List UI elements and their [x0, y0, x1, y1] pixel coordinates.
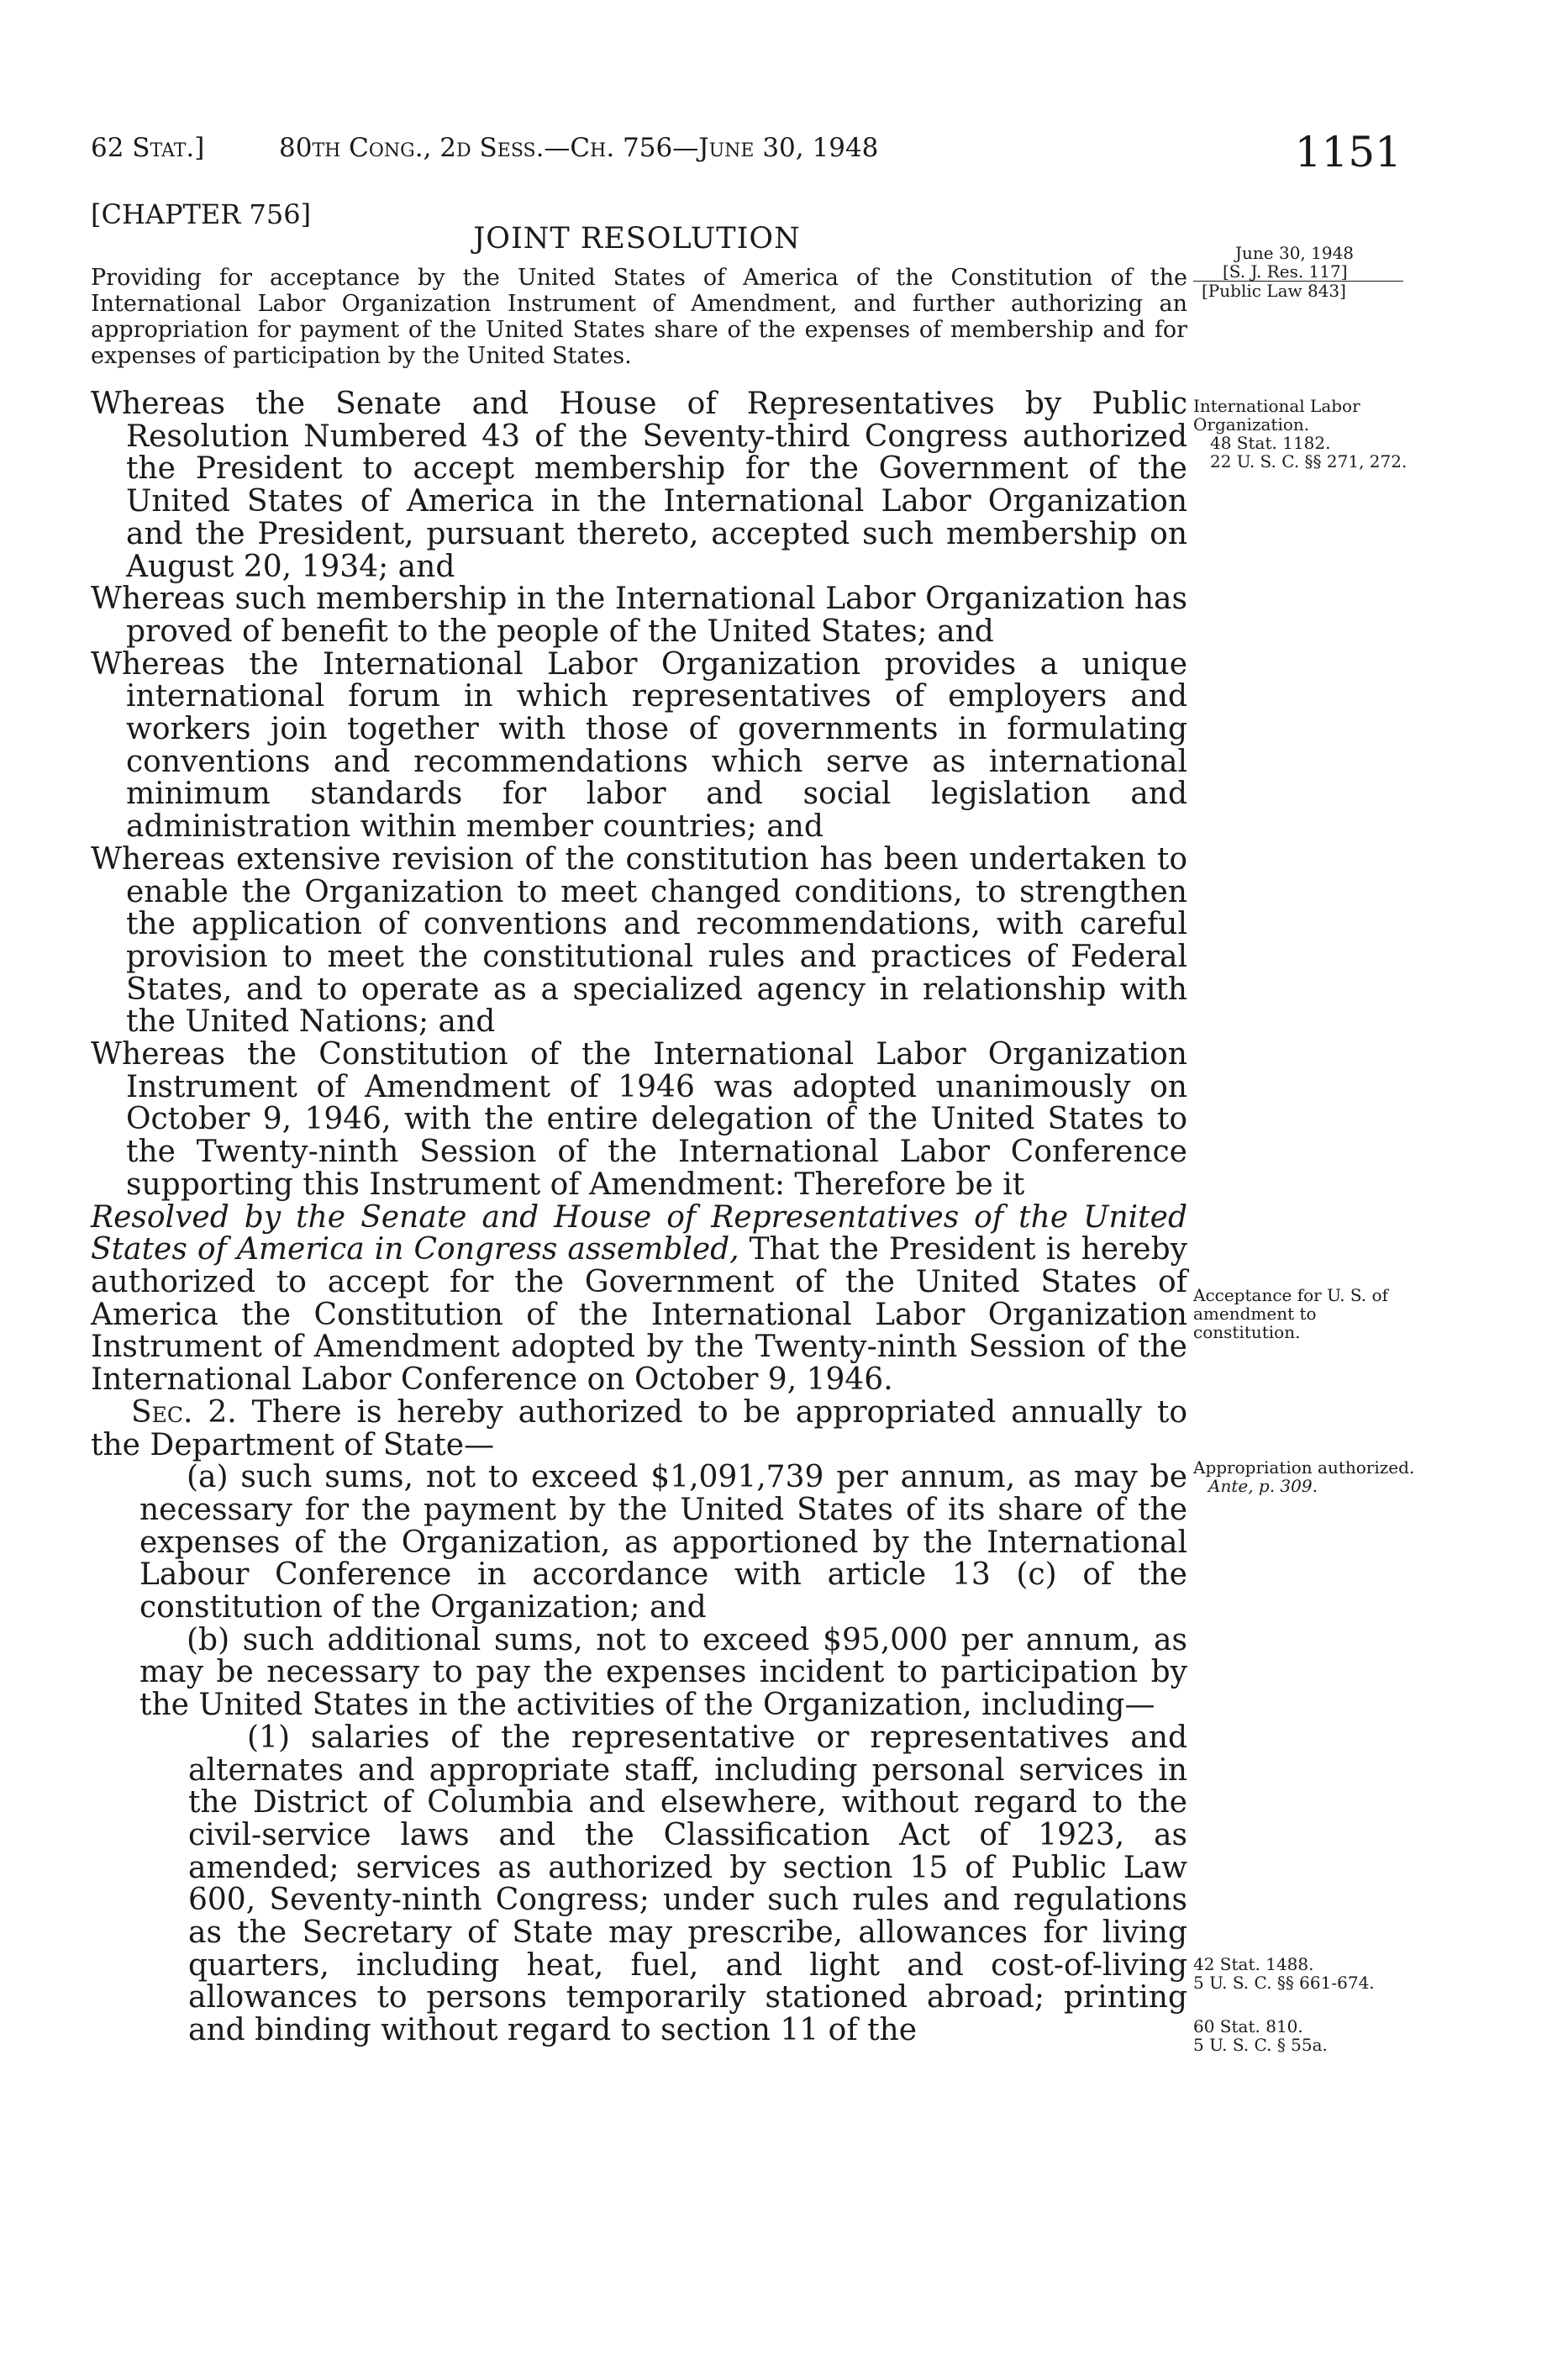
sidenote-appropriation: [1193, 1458, 1429, 1495]
item-a: (a) such sums, not to exceed $1,091,739 per annum, as may be necessary for the payment by the United States of its share of the expenses of the Organization, as apportioned by the International Labour Conference in accordance with article 13 (c) of the constitution of the Organization; and: [139, 1460, 1187, 1625]
sidenote-ilo-ref1: 48 Stat. 1182.: [1210, 433, 1331, 453]
sidenote-approp-ref: Ante, p. 309.: [1208, 1476, 1318, 1496]
sidenote-dates: [1193, 244, 1445, 300]
sidenote-acceptance-text: Acceptance for U. S. of amendment to constitution.: [1193, 1285, 1388, 1342]
purpose-text: Providing for acceptance by the United States of America of the Constitution of the International Labor Organization Instrument of Amendment, and further authorizing an appropriation for payment of the United States share of the expenses of membership and for expenses of participation by the United States.: [91, 265, 1187, 369]
resolution-purpose: [91, 265, 1187, 369]
whereas-clause: Whereas the International Labor Organization provides a unique international forum in which representatives of employers and workers join together with those of governments in formulating conventions and recommendations which serve as international minimum standards for labor and social legislation and administration within member countries; and: [91, 646, 1187, 845]
sidenote-public-law: [Public Law 843]: [1202, 281, 1346, 301]
chapter-label: [CHAPTER 756]: [91, 198, 312, 230]
whereas-clause: Whereas such membership in the International Labor Organization has proved of benefit to the people of the United States; and: [91, 582, 1187, 649]
sidenote-ref-b: [1193, 2017, 1445, 2054]
whereas-clause: Whereas extensive revision of the constitution has been undertaken to enable the Organization to meet changed conditions, to strengthen the application of conventions and recommendations, with careful provision to meet the constitutional rules and practices of Federal States, and to operate as a specialized agency in relationship with the United Nations; and: [91, 841, 1187, 1040]
sidenote-approp-text: Appropriation authorized.: [1193, 1457, 1415, 1478]
resolved-italic: Resolved by the Senate and House of Representatives of the United States of America in Congress assembled,: [91, 1199, 1187, 1267]
resolved-clause: [91, 1199, 1187, 1398]
resolution-body: [91, 388, 1187, 2047]
whereas-clause: Whereas the Senate and House of Representatives by Public Resolution Numbered 43 of the Seventy-third Congress authorized the President to accept membership for the Government of the United States of America in the International Labor Organization and the President, pursuant thereto, accepted such membership on August 20, 1934; and: [91, 387, 1187, 584]
sidenote-ref-a: [1193, 1955, 1445, 1992]
sidenote-ilo-title: International Labor Organization.: [1193, 396, 1360, 435]
sidenote-ref-b2: 5 U. S. C. § 55a.: [1193, 2035, 1328, 2055]
sidenote-acceptance: [1193, 1286, 1429, 1341]
sidenote-ref-b1: 60 Stat. 810.: [1193, 2016, 1303, 2036]
sidenote-sj-res: [S. J. Res. 117]: [1223, 261, 1348, 282]
sidenote-date: June 30, 1948: [1235, 243, 1355, 263]
page-number: 1151: [1294, 128, 1402, 176]
section-2: [91, 1394, 1187, 1462]
section-text: There is hereby authorized to be appropriated annually to the Department of State—: [91, 1394, 1187, 1462]
sidenote-ilo-ref2: 22 U. S. C. §§ 271, 272.: [1210, 451, 1408, 472]
congress-session: 80th Cong., 2d Sess.—Ch. 756—June 30, 1948: [279, 133, 879, 163]
resolution-title: JOINT RESOLUTION: [473, 222, 801, 256]
resolved-text: That the President is hereby authorized to accept for the Government of the United States of America the Constitution of the International Labor Organization Instrument of Amendment adopted by the Twenty-ninth Session of the International Labor Conference on October 9, 1946.: [91, 1232, 1187, 1398]
sidenote-ilo: [1193, 397, 1437, 471]
page-header: [91, 128, 1402, 178]
whereas-clause: Whereas the Constitution of the International Labor Organization Instrument of Amendment of 1946 was adopted unanimously on October 9, 1946, with the entire delegation of the United States to the Twenty-ninth Session of the International Labor Conference supporting this Instrument of Amendment: Therefore be it: [91, 1037, 1187, 1202]
sidenote-ref-a1: 42 Stat. 1488.: [1193, 1954, 1314, 1974]
section-label: Sec. 2.: [131, 1394, 237, 1430]
subitem-1: (1) salaries of the representative or representatives and alternates and appropriate staff, including personal services in the District of Columbia and elsewhere, without regard to the civil-service laws and the Classification Act of 1923, as amended; services as authorized by section 15 of Public Law 600, Seventy-ninth Congress; under such rules and regulations as the Secretary of State may prescribe, allowances for living quarters, including heat, fuel, and light and cost-of-living allowances to persons temporarily stationed abroad; printing and binding without regard to section 11 of the: [188, 1720, 1187, 2048]
sidenote-ref-a2: 5 U. S. C. §§ 661-674.: [1193, 1973, 1375, 1993]
item-b: (b) such additional sums, not to exceed $95,000 per annum, as may be necessary to pay the expenses incident to participation by the United States in the activities of the Organization, including—: [139, 1622, 1187, 1723]
stat-reference: 62 Stat.]: [91, 133, 205, 163]
